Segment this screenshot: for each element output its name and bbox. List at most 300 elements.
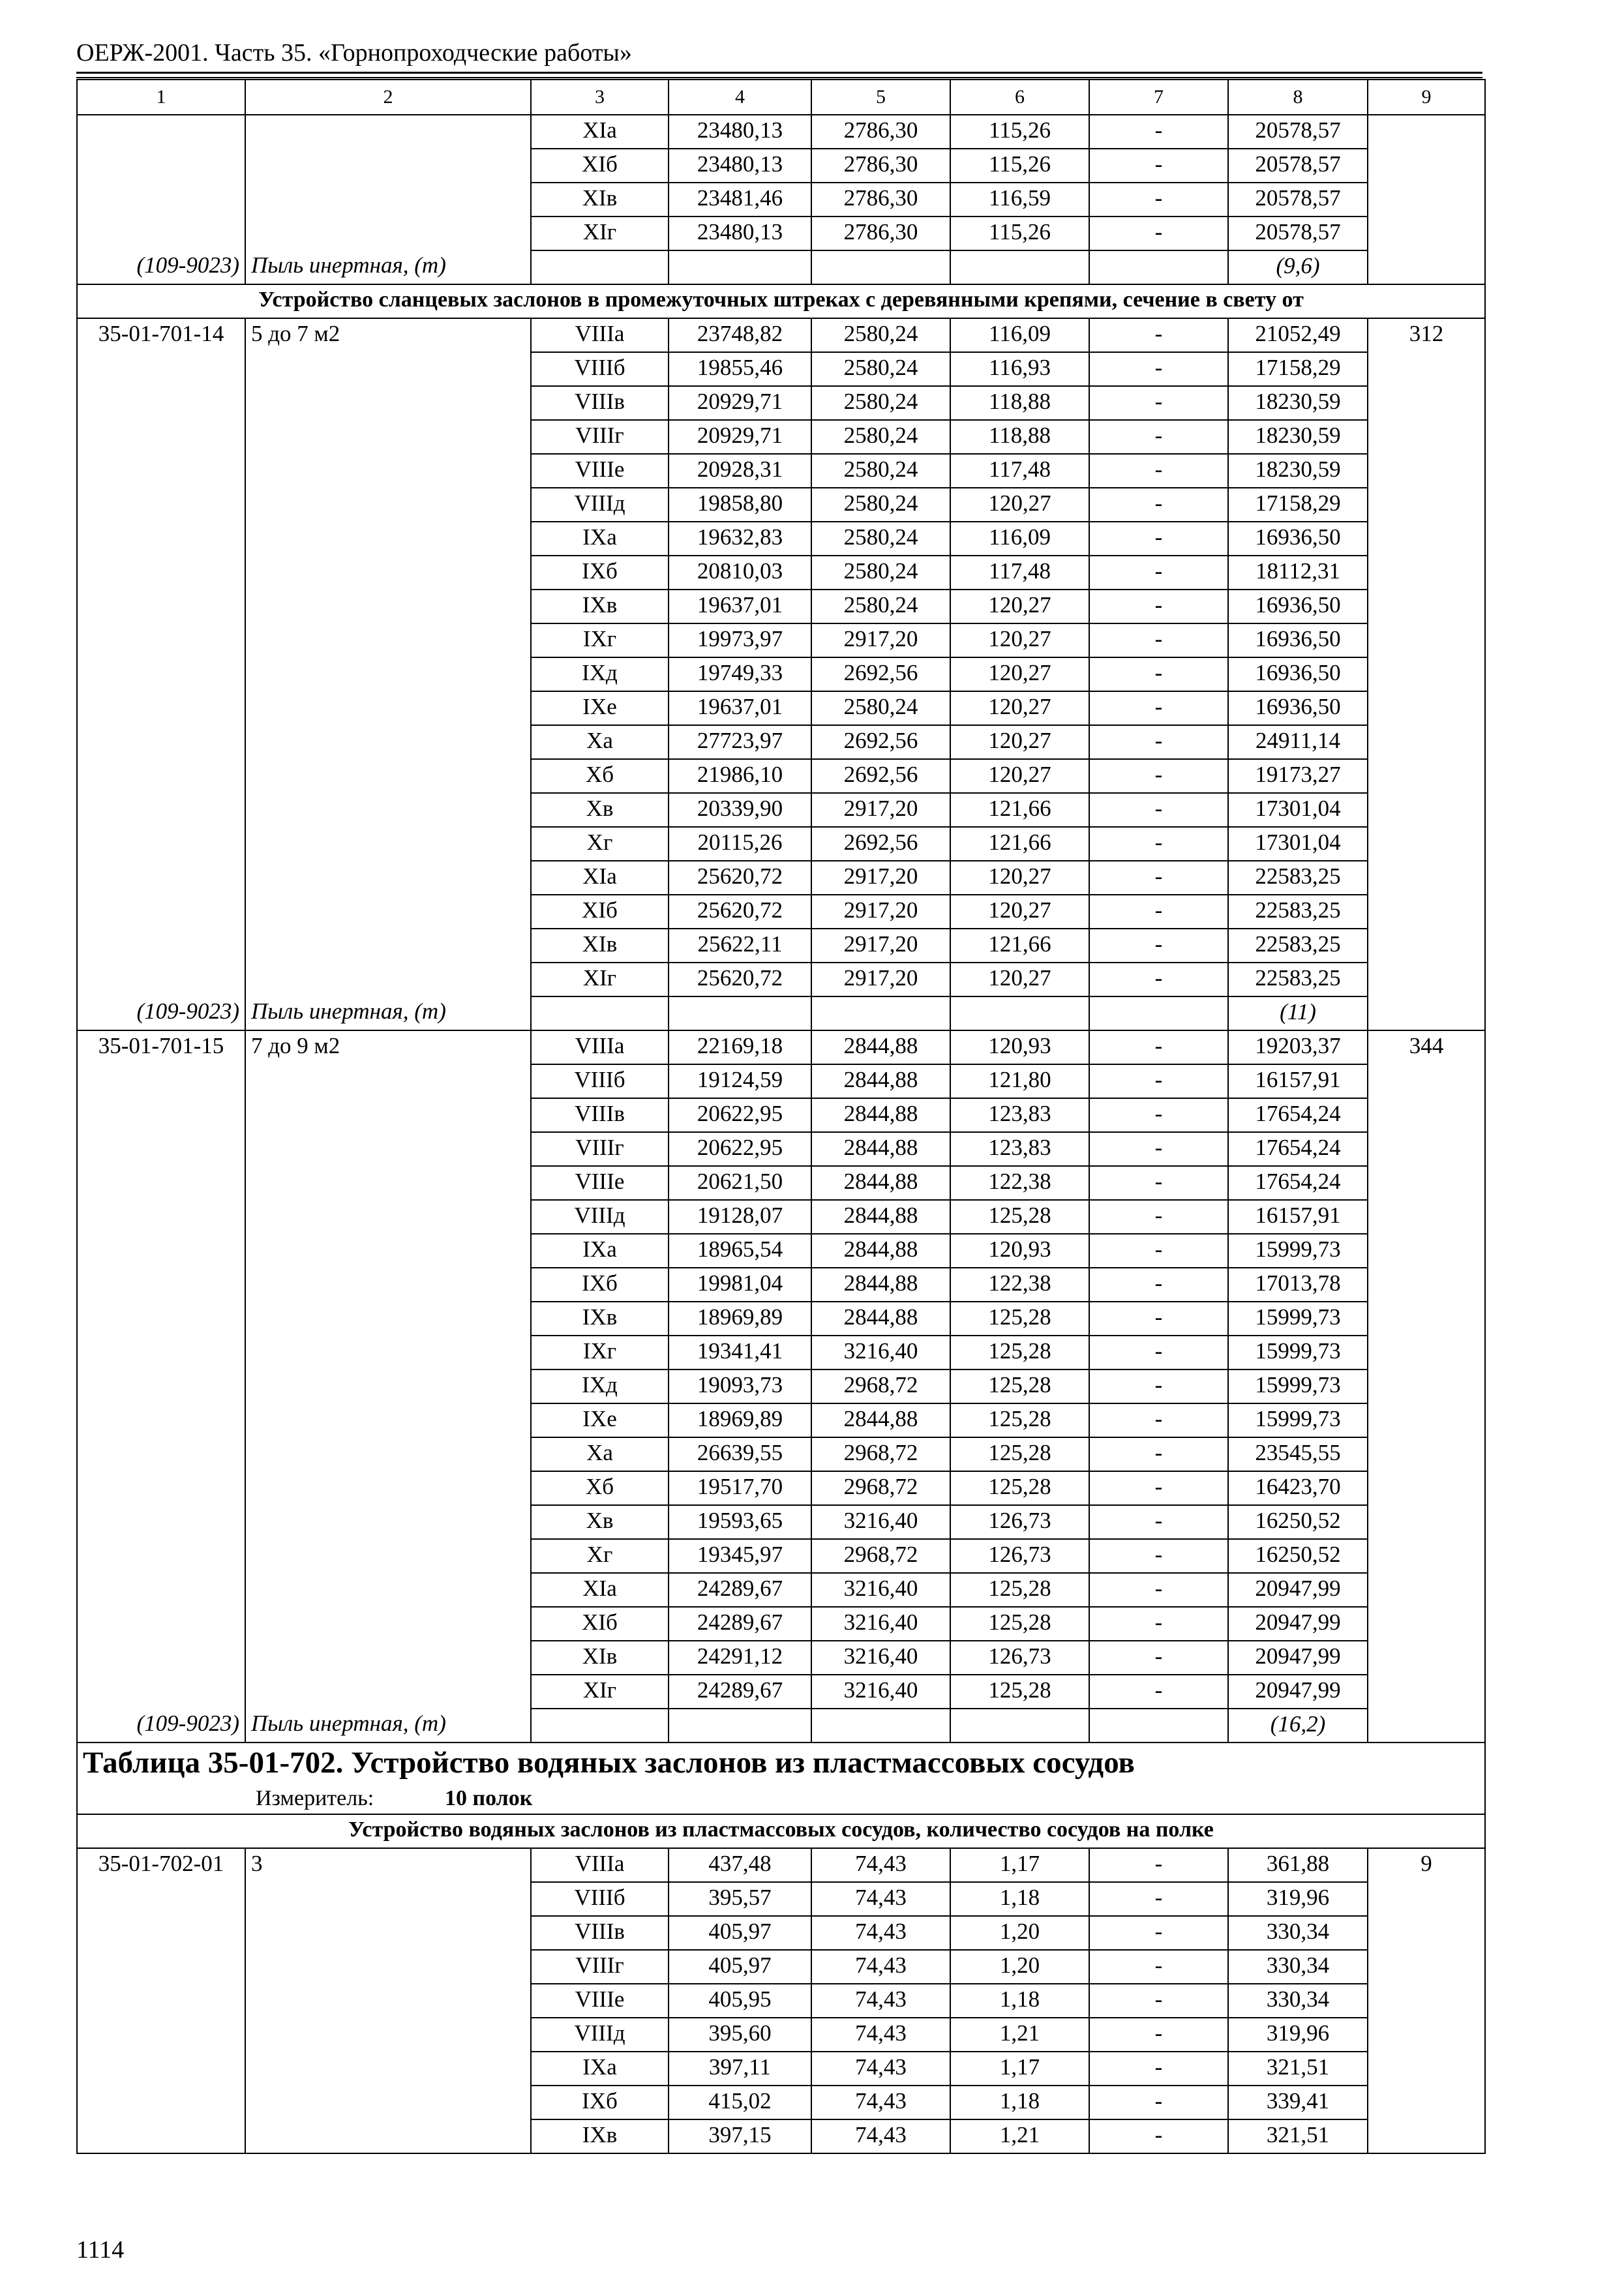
rate-name bbox=[245, 895, 531, 929]
machinists-wages: - bbox=[1089, 183, 1228, 217]
wages: 2580,24 bbox=[811, 386, 950, 420]
table-row bbox=[77, 1675, 1485, 1709]
machinists-wages: - bbox=[1089, 929, 1228, 963]
price-zone: VIIIе bbox=[531, 1166, 669, 1200]
rate-name bbox=[245, 691, 531, 725]
direct-costs: 19981,04 bbox=[669, 1268, 811, 1302]
labor-cost bbox=[1368, 1950, 1485, 1984]
labor-cost bbox=[1368, 556, 1485, 590]
direct-costs: 19858,80 bbox=[669, 488, 811, 522]
table-row bbox=[77, 1984, 1485, 2018]
machine-costs: 125,28 bbox=[950, 1369, 1089, 1403]
machinists-wages: - bbox=[1089, 2052, 1228, 2086]
direct-costs: 25620,72 bbox=[669, 861, 811, 895]
machine-costs: 120,27 bbox=[950, 590, 1089, 623]
machinists-wages: - bbox=[1089, 1471, 1228, 1505]
direct-costs: 26639,55 bbox=[669, 1437, 811, 1471]
wages: 2786,30 bbox=[811, 217, 950, 250]
machine-costs: 120,27 bbox=[950, 691, 1089, 725]
wages: 2580,24 bbox=[811, 420, 950, 454]
empty-cell bbox=[669, 250, 811, 284]
rate-name bbox=[245, 352, 531, 386]
rate-code bbox=[77, 1539, 245, 1573]
rate-name bbox=[245, 1268, 531, 1302]
price-zone: XIа bbox=[531, 115, 669, 149]
machinists-wages: - bbox=[1089, 1268, 1228, 1302]
rate-name bbox=[245, 217, 531, 250]
labor-cost bbox=[1368, 2119, 1485, 2153]
materials-cost: 16423,70 bbox=[1228, 1471, 1368, 1505]
price-zone: XIа bbox=[531, 861, 669, 895]
table-row bbox=[77, 827, 1485, 861]
materials-cost: 22583,25 bbox=[1228, 963, 1368, 996]
wages: 2917,20 bbox=[811, 623, 950, 657]
materials-cost: 23545,55 bbox=[1228, 1437, 1368, 1471]
table-row bbox=[77, 352, 1485, 386]
machine-costs: 117,48 bbox=[950, 454, 1089, 488]
materials-cost: 16250,52 bbox=[1228, 1539, 1368, 1573]
rate-name: 3 bbox=[245, 1848, 531, 1882]
direct-costs: 415,02 bbox=[669, 2086, 811, 2119]
direct-costs: 25620,72 bbox=[669, 895, 811, 929]
labor-cost bbox=[1368, 861, 1485, 895]
machinists-wages: - bbox=[1089, 827, 1228, 861]
wages: 74,43 bbox=[811, 2018, 950, 2052]
materials-cost: 319,96 bbox=[1228, 2018, 1368, 2052]
wages: 2968,72 bbox=[811, 1437, 950, 1471]
machinists-wages: - bbox=[1089, 1064, 1228, 1098]
materials-cost: 20578,57 bbox=[1228, 149, 1368, 183]
empty-cell bbox=[531, 1709, 669, 1743]
materials-cost: 19203,37 bbox=[1228, 1030, 1368, 1064]
price-zone: XIа bbox=[531, 1573, 669, 1607]
materials-cost: 16936,50 bbox=[1228, 691, 1368, 725]
rate-code bbox=[77, 1437, 245, 1471]
labor-cost bbox=[1368, 1437, 1485, 1471]
rate-name bbox=[245, 183, 531, 217]
wages: 3216,40 bbox=[811, 1505, 950, 1539]
direct-costs: 19517,70 bbox=[669, 1471, 811, 1505]
machinists-wages: - bbox=[1089, 522, 1228, 556]
materials-cost: 17301,04 bbox=[1228, 827, 1368, 861]
table-row bbox=[77, 556, 1485, 590]
rate-code bbox=[77, 1268, 245, 1302]
table-row bbox=[77, 1950, 1485, 1984]
materials-cost: 319,96 bbox=[1228, 1882, 1368, 1916]
material-code: (109-9023) bbox=[77, 250, 245, 284]
material-quantity: (16,2) bbox=[1228, 1709, 1368, 1743]
machine-costs: 123,83 bbox=[950, 1098, 1089, 1132]
machinists-wages: - bbox=[1089, 1200, 1228, 1234]
material-name: Пыль инертная, (т) bbox=[245, 250, 531, 284]
table-row bbox=[77, 895, 1485, 929]
rate-code bbox=[77, 1505, 245, 1539]
materials-cost: 321,51 bbox=[1228, 2119, 1368, 2153]
section-title-text: Устройство сланцевых заслонов в промежуточных штреках с деревянными крепями, сечение в свету от bbox=[77, 284, 1485, 318]
machinists-wages: - bbox=[1089, 691, 1228, 725]
page-number: 1114 bbox=[76, 2236, 125, 2264]
empty-cell bbox=[1368, 250, 1485, 284]
materials-cost: 339,41 bbox=[1228, 2086, 1368, 2119]
labor-cost bbox=[1368, 963, 1485, 996]
rate-code bbox=[77, 217, 245, 250]
rate-name bbox=[245, 1234, 531, 1268]
price-zone: VIIIб bbox=[531, 352, 669, 386]
labor-cost: 344 bbox=[1368, 1030, 1485, 1064]
table-row bbox=[77, 1234, 1485, 1268]
machinists-wages: - bbox=[1089, 895, 1228, 929]
unit-row bbox=[77, 1785, 1485, 1814]
wages: 2580,24 bbox=[811, 522, 950, 556]
rate-name bbox=[245, 827, 531, 861]
machine-costs: 122,38 bbox=[950, 1166, 1089, 1200]
price-zone: IXв bbox=[531, 1302, 669, 1336]
material-name: Пыль инертная, (т) bbox=[245, 996, 531, 1030]
wages: 2968,72 bbox=[811, 1539, 950, 1573]
materials-cost: 17158,29 bbox=[1228, 488, 1368, 522]
materials-cost: 16157,91 bbox=[1228, 1064, 1368, 1098]
labor-cost bbox=[1368, 623, 1485, 657]
rate-code bbox=[77, 522, 245, 556]
direct-costs: 23481,46 bbox=[669, 183, 811, 217]
direct-costs: 18965,54 bbox=[669, 1234, 811, 1268]
labor-cost bbox=[1368, 1336, 1485, 1369]
rate-code bbox=[77, 420, 245, 454]
wages: 2786,30 bbox=[811, 183, 950, 217]
wages: 2844,88 bbox=[811, 1030, 950, 1064]
labor-cost bbox=[1368, 1268, 1485, 1302]
rate-name bbox=[245, 1916, 531, 1950]
rate-name: 7 до 9 м2 bbox=[245, 1030, 531, 1064]
materials-cost: 22583,25 bbox=[1228, 929, 1368, 963]
direct-costs: 20622,95 bbox=[669, 1132, 811, 1166]
direct-costs: 19345,97 bbox=[669, 1539, 811, 1573]
labor-cost bbox=[1368, 1607, 1485, 1641]
labor-cost bbox=[1368, 590, 1485, 623]
machine-costs: 120,27 bbox=[950, 861, 1089, 895]
rate-name bbox=[245, 522, 531, 556]
materials-cost: 20947,99 bbox=[1228, 1607, 1368, 1641]
price-zone: VIIIа bbox=[531, 318, 669, 352]
rate-name bbox=[245, 1950, 531, 1984]
price-zone: VIIIд bbox=[531, 1200, 669, 1234]
rate-code bbox=[77, 556, 245, 590]
rate-name bbox=[245, 1573, 531, 1607]
rate-code bbox=[77, 725, 245, 759]
machine-costs: 126,73 bbox=[950, 1641, 1089, 1675]
wages: 2692,56 bbox=[811, 725, 950, 759]
materials-cost: 20947,99 bbox=[1228, 1675, 1368, 1709]
labor-cost bbox=[1368, 1403, 1485, 1437]
machinists-wages: - bbox=[1089, 1234, 1228, 1268]
material-quantity: (9,6) bbox=[1228, 250, 1368, 284]
direct-costs: 18969,89 bbox=[669, 1302, 811, 1336]
machine-costs: 120,93 bbox=[950, 1030, 1089, 1064]
rates-table bbox=[76, 79, 1486, 2154]
price-zone: VIIIа bbox=[531, 1848, 669, 1882]
labor-cost bbox=[1368, 2052, 1485, 2086]
machine-costs: 125,28 bbox=[950, 1471, 1089, 1505]
materials-cost: 20578,57 bbox=[1228, 183, 1368, 217]
direct-costs: 19749,33 bbox=[669, 657, 811, 691]
materials-cost: 17013,78 bbox=[1228, 1268, 1368, 1302]
machine-costs: 116,59 bbox=[950, 183, 1089, 217]
direct-costs: 23480,13 bbox=[669, 149, 811, 183]
rate-name bbox=[245, 1166, 531, 1200]
labor-cost bbox=[1368, 725, 1485, 759]
machine-costs: 121,66 bbox=[950, 793, 1089, 827]
price-zone: IXб bbox=[531, 1268, 669, 1302]
price-zone: Xб bbox=[531, 1471, 669, 1505]
machinists-wages: - bbox=[1089, 725, 1228, 759]
machine-costs: 120,27 bbox=[950, 963, 1089, 996]
rate-code bbox=[77, 1641, 245, 1675]
machinists-wages: - bbox=[1089, 1848, 1228, 1882]
machine-costs: 126,73 bbox=[950, 1539, 1089, 1573]
machine-costs: 1,18 bbox=[950, 1882, 1089, 1916]
price-zone: IXг bbox=[531, 1336, 669, 1369]
price-zone: XIг bbox=[531, 963, 669, 996]
section-title-text: Устройство водяных заслонов из пластмассовых сосудов, количество сосудов на полке bbox=[77, 1814, 1485, 1848]
table-row bbox=[77, 115, 1485, 149]
table-row bbox=[77, 1030, 1485, 1064]
direct-costs: 23480,13 bbox=[669, 115, 811, 149]
direct-costs: 20928,31 bbox=[669, 454, 811, 488]
labor-cost bbox=[1368, 2086, 1485, 2119]
material-name: Пыль инертная, (т) bbox=[245, 1709, 531, 1743]
table-row bbox=[77, 1064, 1485, 1098]
rate-code bbox=[77, 929, 245, 963]
rate-name bbox=[245, 1984, 531, 2018]
materials-cost: 330,34 bbox=[1228, 1950, 1368, 1984]
rate-code bbox=[77, 590, 245, 623]
section-title bbox=[77, 284, 1485, 318]
machinists-wages: - bbox=[1089, 115, 1228, 149]
machinists-wages: - bbox=[1089, 759, 1228, 793]
rate-code bbox=[77, 488, 245, 522]
table-row bbox=[77, 590, 1485, 623]
wages: 2786,30 bbox=[811, 149, 950, 183]
price-zone: VIIIе bbox=[531, 454, 669, 488]
rate-name bbox=[245, 1200, 531, 1234]
machinists-wages: - bbox=[1089, 1302, 1228, 1336]
rate-name bbox=[245, 556, 531, 590]
machine-costs: 122,38 bbox=[950, 1268, 1089, 1302]
direct-costs: 19593,65 bbox=[669, 1505, 811, 1539]
rate-code bbox=[77, 454, 245, 488]
direct-costs: 19093,73 bbox=[669, 1369, 811, 1403]
unit-cell bbox=[77, 1785, 1485, 1814]
column-number: 2 bbox=[245, 80, 531, 115]
rate-code bbox=[77, 963, 245, 996]
labor-cost bbox=[1368, 183, 1485, 217]
machine-costs: 125,28 bbox=[950, 1437, 1089, 1471]
machine-costs: 125,28 bbox=[950, 1200, 1089, 1234]
table-row bbox=[77, 1132, 1485, 1166]
materials-cost: 22583,25 bbox=[1228, 861, 1368, 895]
machinists-wages: - bbox=[1089, 1539, 1228, 1573]
machinists-wages: - bbox=[1089, 1403, 1228, 1437]
table-row bbox=[77, 1641, 1485, 1675]
table-row bbox=[77, 1848, 1485, 1882]
labor-cost bbox=[1368, 895, 1485, 929]
machinists-wages: - bbox=[1089, 590, 1228, 623]
running-header: ОЕРЖ-2001. Часть 35. «Горнопроходческие работы» bbox=[76, 39, 632, 67]
table-row bbox=[77, 1505, 1485, 1539]
machine-costs: 1,18 bbox=[950, 1984, 1089, 2018]
machinists-wages: - bbox=[1089, 454, 1228, 488]
machinists-wages: - bbox=[1089, 1369, 1228, 1403]
empty-cell bbox=[950, 1709, 1089, 1743]
rate-name bbox=[245, 2119, 531, 2153]
table-row bbox=[77, 725, 1485, 759]
machine-costs: 1,20 bbox=[950, 1916, 1089, 1950]
price-zone: VIIIб bbox=[531, 1882, 669, 1916]
table-row bbox=[77, 1166, 1485, 1200]
labor-cost bbox=[1368, 386, 1485, 420]
header-rule-inner bbox=[76, 77, 1482, 78]
price-zone: IXв bbox=[531, 2119, 669, 2153]
machinists-wages: - bbox=[1089, 1505, 1228, 1539]
direct-costs: 20622,95 bbox=[669, 1098, 811, 1132]
rate-name bbox=[245, 149, 531, 183]
materials-cost: 20578,57 bbox=[1228, 115, 1368, 149]
direct-costs: 395,57 bbox=[669, 1882, 811, 1916]
labor-cost bbox=[1368, 1166, 1485, 1200]
materials-cost: 16936,50 bbox=[1228, 590, 1368, 623]
material-code: (109-9023) bbox=[77, 996, 245, 1030]
empty-cell bbox=[811, 1709, 950, 1743]
wages: 2580,24 bbox=[811, 352, 950, 386]
wages: 2844,88 bbox=[811, 1302, 950, 1336]
rate-name bbox=[245, 1505, 531, 1539]
rate-code bbox=[77, 861, 245, 895]
rate-code bbox=[77, 1607, 245, 1641]
table-row bbox=[77, 2086, 1485, 2119]
column-number: 3 bbox=[531, 80, 669, 115]
rate-name bbox=[245, 386, 531, 420]
material-row bbox=[77, 996, 1485, 1030]
rate-code bbox=[77, 691, 245, 725]
materials-cost: 16936,50 bbox=[1228, 522, 1368, 556]
material-row bbox=[77, 250, 1485, 284]
machine-costs: 116,09 bbox=[950, 522, 1089, 556]
price-zone: Xг bbox=[531, 1539, 669, 1573]
unit-value: 10 полок bbox=[445, 1786, 533, 1810]
machine-costs: 121,66 bbox=[950, 929, 1089, 963]
labor-cost bbox=[1368, 1641, 1485, 1675]
empty-cell bbox=[1089, 1709, 1228, 1743]
column-number: 8 bbox=[1228, 80, 1368, 115]
machine-costs: 115,26 bbox=[950, 217, 1089, 250]
wages: 3216,40 bbox=[811, 1607, 950, 1641]
machine-costs: 126,73 bbox=[950, 1505, 1089, 1539]
price-zone: VIIIд bbox=[531, 2018, 669, 2052]
wages: 2692,56 bbox=[811, 827, 950, 861]
direct-costs: 24289,67 bbox=[669, 1675, 811, 1709]
table-row bbox=[77, 1200, 1485, 1234]
machinists-wages: - bbox=[1089, 318, 1228, 352]
rate-code bbox=[77, 183, 245, 217]
rate-code bbox=[77, 657, 245, 691]
machinists-wages: - bbox=[1089, 352, 1228, 386]
materials-cost: 20947,99 bbox=[1228, 1573, 1368, 1607]
rate-name bbox=[245, 1403, 531, 1437]
table-row bbox=[77, 1098, 1485, 1132]
materials-cost: 15999,73 bbox=[1228, 1234, 1368, 1268]
direct-costs: 19128,07 bbox=[669, 1200, 811, 1234]
table-row bbox=[77, 1437, 1485, 1471]
materials-cost: 330,34 bbox=[1228, 1916, 1368, 1950]
rate-name bbox=[245, 2018, 531, 2052]
rate-code bbox=[77, 1098, 245, 1132]
wages: 2917,20 bbox=[811, 895, 950, 929]
labor-cost bbox=[1368, 2018, 1485, 2052]
machine-costs: 115,26 bbox=[950, 149, 1089, 183]
labor-cost bbox=[1368, 1984, 1485, 2018]
price-zone: Xб bbox=[531, 759, 669, 793]
rate-code bbox=[77, 793, 245, 827]
machine-costs: 1,17 bbox=[950, 2052, 1089, 2086]
machine-costs: 120,27 bbox=[950, 759, 1089, 793]
empty-cell bbox=[669, 996, 811, 1030]
wages: 2844,88 bbox=[811, 1403, 950, 1437]
rate-name bbox=[245, 861, 531, 895]
machine-costs: 120,27 bbox=[950, 657, 1089, 691]
table-row bbox=[77, 1607, 1485, 1641]
price-zone: IXе bbox=[531, 691, 669, 725]
machine-costs: 125,28 bbox=[950, 1336, 1089, 1369]
machinists-wages: - bbox=[1089, 1950, 1228, 1984]
labor-cost bbox=[1368, 1573, 1485, 1607]
rate-code bbox=[77, 1950, 245, 1984]
materials-cost: 22583,25 bbox=[1228, 895, 1368, 929]
materials-cost: 20947,99 bbox=[1228, 1641, 1368, 1675]
header-rule bbox=[76, 72, 1482, 74]
direct-costs: 19124,59 bbox=[669, 1064, 811, 1098]
materials-cost: 17654,24 bbox=[1228, 1166, 1368, 1200]
wages: 3216,40 bbox=[811, 1336, 950, 1369]
machine-costs: 1,21 bbox=[950, 2018, 1089, 2052]
rate-code bbox=[77, 1166, 245, 1200]
labor-cost bbox=[1368, 217, 1485, 250]
labor-cost bbox=[1368, 1234, 1485, 1268]
machine-costs: 1,17 bbox=[950, 1848, 1089, 1882]
table-row bbox=[77, 1573, 1485, 1607]
price-zone: Xг bbox=[531, 827, 669, 861]
machine-costs: 115,26 bbox=[950, 115, 1089, 149]
machine-costs: 1,20 bbox=[950, 1950, 1089, 1984]
table-row bbox=[77, 149, 1485, 183]
machine-costs: 123,83 bbox=[950, 1132, 1089, 1166]
rate-name bbox=[245, 115, 531, 149]
rate-name bbox=[245, 1132, 531, 1166]
price-zone: XIг bbox=[531, 1675, 669, 1709]
rate-name: 5 до 7 м2 bbox=[245, 318, 531, 352]
direct-costs: 19632,83 bbox=[669, 522, 811, 556]
materials-cost: 17654,24 bbox=[1228, 1132, 1368, 1166]
price-zone: Xв bbox=[531, 1505, 669, 1539]
price-zone: VIIIд bbox=[531, 488, 669, 522]
price-zone: IXб bbox=[531, 2086, 669, 2119]
rate-name bbox=[245, 1675, 531, 1709]
rate-code bbox=[77, 1573, 245, 1607]
price-zone: VIIIв bbox=[531, 1098, 669, 1132]
direct-costs: 405,97 bbox=[669, 1950, 811, 1984]
direct-costs: 24289,67 bbox=[669, 1607, 811, 1641]
rate-code: 35-01-702-01 bbox=[77, 1848, 245, 1882]
price-zone: IXд bbox=[531, 657, 669, 691]
